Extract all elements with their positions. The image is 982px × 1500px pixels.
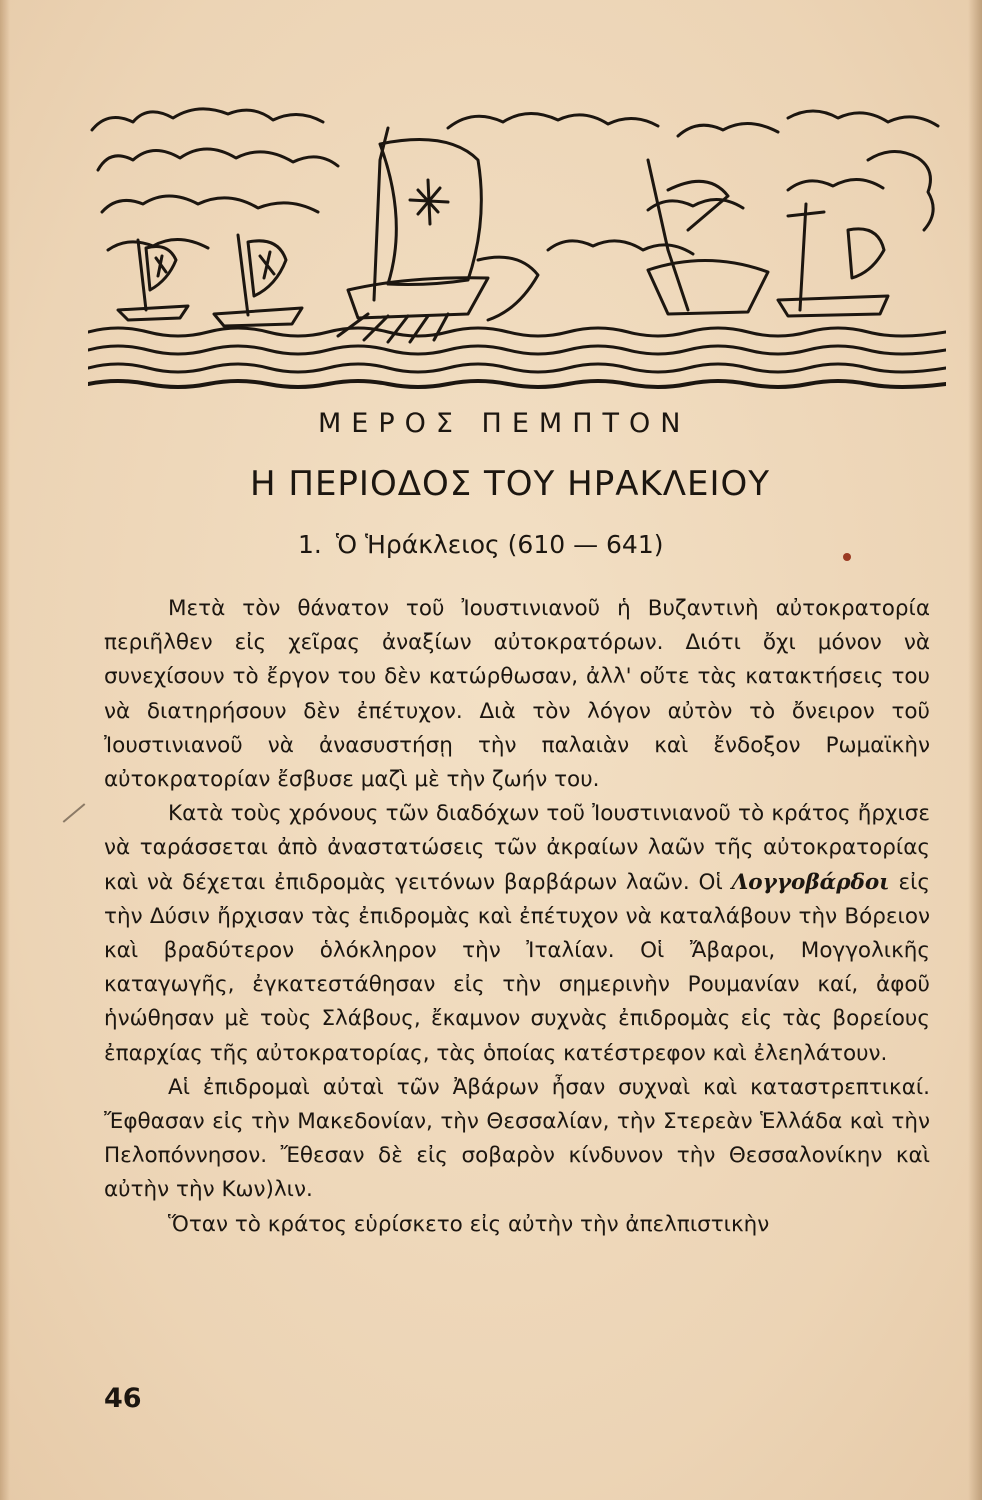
chapter-title: Η ΠΕΡΙΟΔΟΣ ΤΟΥ ΗΡΑΚΛΕΙΟΥ	[250, 464, 771, 504]
ink-stain	[843, 553, 851, 561]
big-ship-center	[338, 128, 538, 342]
paragraph-3: Αἱ ἐπιδρομαὶ αὐταὶ τῶν Ἀβάρων ἦσαν συχναὶ καὶ καταστρεπτικαί. Ἔφθασαν εἰς τὴν Μακεδονίαν, τὴν Θεσσαλίαν, τὴν Στερεὰν Ἑλλάδα καὶ τὴν Πελοπόννησον. Ἔθεσαν δὲ εἰς σοβαρὸν κίνδυνον τὴν Θεσσαλονίκην καὶ αὐτὴν τὴν Κων)λιν.	[104, 1074, 930, 1203]
paragraph-2	[104, 797, 930, 1071]
page-left-shadow	[0, 0, 10, 1500]
clouds-drawing	[92, 109, 938, 254]
section-number: 1.	[298, 530, 322, 559]
small-ship-left	[118, 240, 188, 320]
emphasized-term: Λογγοβάρδοι	[731, 869, 890, 895]
section-heading	[298, 530, 664, 559]
ship-second	[214, 235, 302, 326]
section-title: Ὁ Ἡράκλειος (610 — 641)	[335, 530, 664, 559]
page-number: 46	[104, 1383, 142, 1414]
paragraph-2-end: εἰς τὴν Δύσιν ἤρχισαν τὰς ἐπιδρομὰς καὶ ἐπέτυχον νὰ καταλάβουν τὴν Βόρειον καὶ βραδύτερον ὁλόκληρον τὴν Ἰταλίαν. Οἱ Ἄβαροι, Μογγολικῆς καταγωγῆς, ἐγκατεστάθησαν εἰς τὴν σημερινὴν Ρουμανίαν καί, ἀφοῦ ἡνώθησαν μὲ τοὺς Σλάβους, ἔκαμνον συχνὰς ἐπιδρομὰς εἰς τὰς βορείους ἐπαρχίας τῆς αὐτοκρατορίας, τὰς ὁποίας κατέστρεφον καὶ ἐλεηλάτουν.	[104, 869, 930, 1066]
page-right-shadow	[968, 0, 982, 1500]
ships-right	[648, 160, 888, 316]
paragraph-4: Ὅταν τὸ κράτος εὑρίσκετο εἰς αὐτὴν τὴν ἀπελπιστικὴν	[168, 1211, 770, 1237]
ships-at-sea-illustration	[88, 100, 946, 390]
paragraph-2-start: Κατὰ τοὺς χρόνους τῶν διαδόχων τοῦ Ἰουστινιανοῦ τὸ κράτος ἤρχισε νὰ ταράσσεται ἀπὸ ἀναστατώσεις τῶν ἀκραίων λαῶν τῆς αὐτοκρατορίας καὶ νὰ δέχεται ἐπιδρομὰς γειτόνων βαρβάρων λαῶν. Οἱ	[104, 801, 930, 895]
part-title: ΜΕΡΟΣ ΠΕΜΠΤΟΝ	[318, 408, 691, 439]
paragraph-1: Μετὰ τὸν θάνατον τοῦ Ἰουστινιανοῦ ἡ Βυζαντινὴ αὐτοκρατορία περιῆλθεν εἰς χεῖρας ἀναξίων αὐτοκρατόρων. Διότι ὄχι μόνον νὰ συνεχίσουν τὸ ἔργον του δὲν κατώρθωσαν, ἀλλ' οὔτε τὰς κατακτήσεις του νὰ διατηρήσουν δὲν ἐπέτυχον. Διὰ τὸν λόγον αὐτὸν τὸ ὄνειρον τοῦ Ἰουστινιανοῦ νὰ ἀνασυστήσῃ τὴν παλαιὰν καὶ ἔνδοξον Ρωμαϊκὴν αὐτοκρατορίαν ἔσβυσε μαζὶ μὲ τὴν ζωήν του.	[104, 596, 930, 793]
sea-waves-drawing	[88, 328, 946, 387]
body-text	[104, 592, 930, 1242]
pencil-mark	[63, 803, 86, 823]
